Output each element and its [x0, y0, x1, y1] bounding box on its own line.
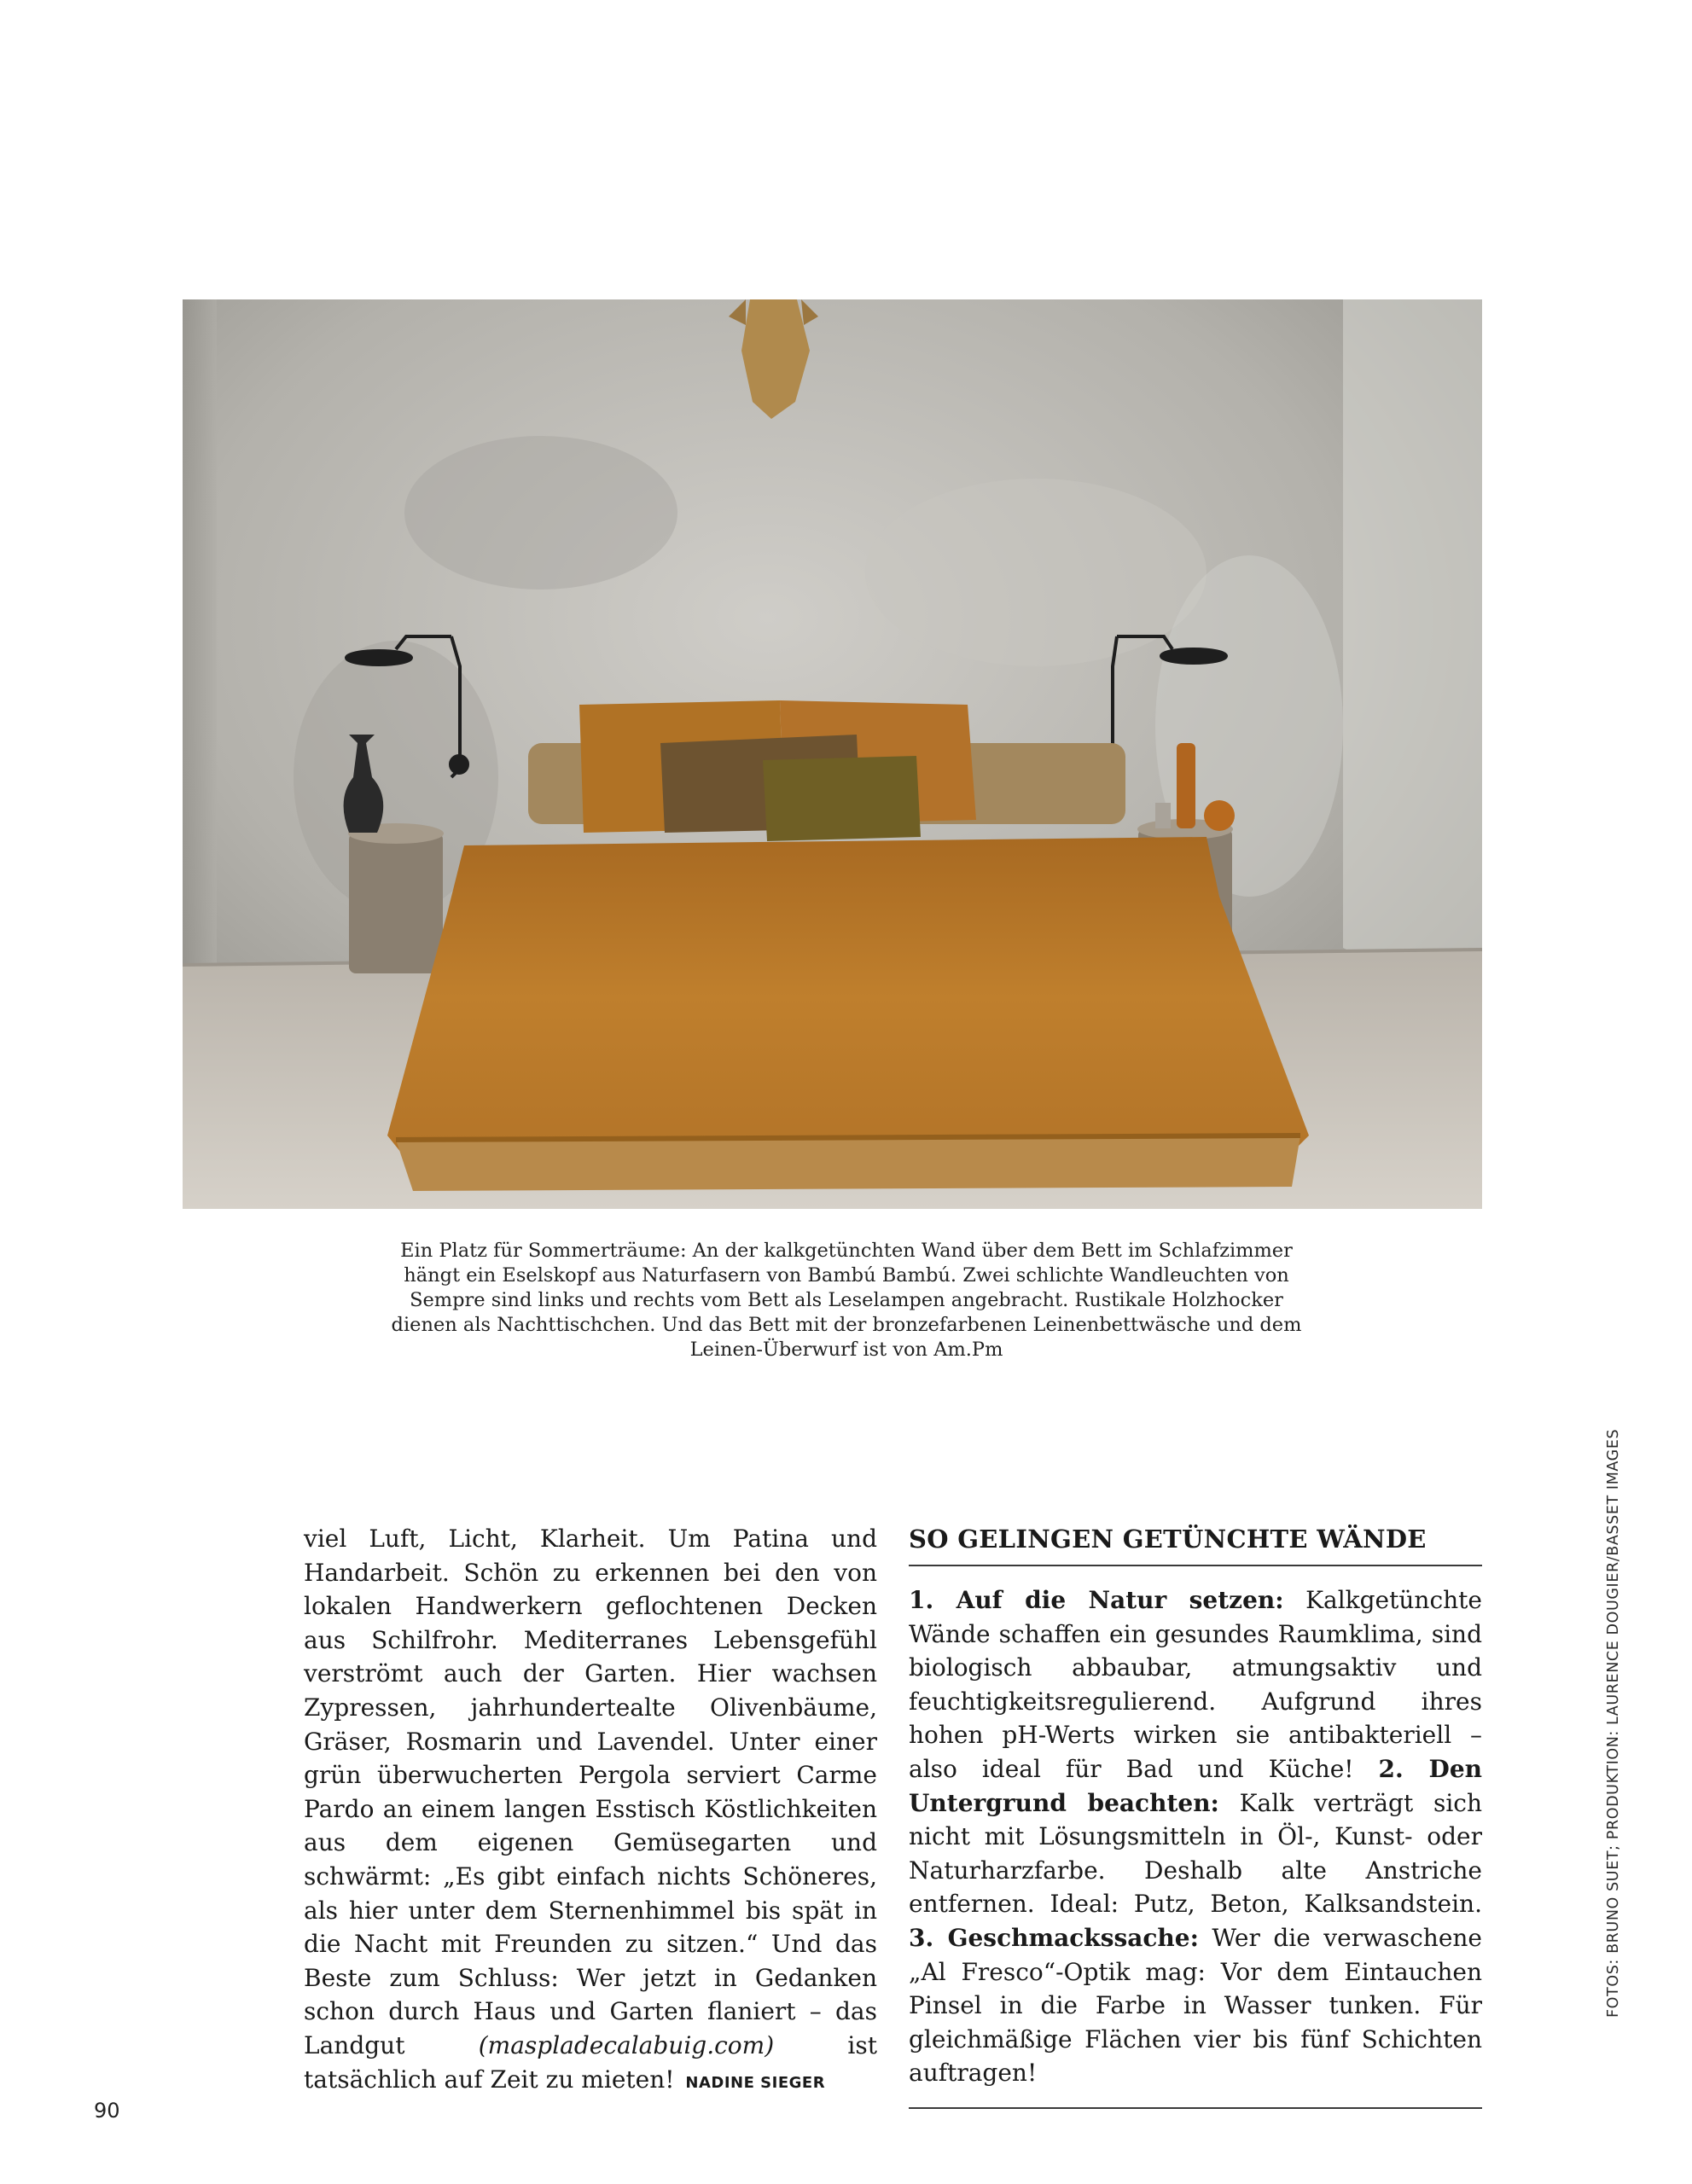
- tip1-heading: 1. Auf die Natur setzen:: [909, 1586, 1284, 1614]
- tip1-text: Kalkgetünchte Wände schaffen ein gesundes Raumklima, sind biologisch abbaubar, atmungsaktiv und feuchtigkeitsregulierend. Aufgrund ihres hohen pH-Werts wirken sie antibakteriell – also ideal für Bad und Küche!: [909, 1586, 1482, 1783]
- tip3-text: Wer die verwaschene „Al Fresco“-Optik mag: Vor dem Eintauchen Pinsel in die Farbe in Wasser tunken. Für gleichmäßige Flächen vier bis fünf Schichten auftragen!: [909, 1923, 1482, 2088]
- photo-caption: Ein Platz für Sommerträume: An der kalkgetünchten Wand über dem Bett im Schlafzimmer hängt ein Eselskopf aus Naturfasern von Bambú Bambú. Zwei schlichte Wandleuchten von Sempre sind links und rechts vom Bett als Leselampen angebracht. Rustikale Holzhocker dienen als Nachttischchen. Und das Bett mit der bronzefarbenen Leinenbettwäsche und dem Leinen-Überwurf ist von Am.Pm: [391, 1240, 1302, 1361]
- bedroom-illustration: [183, 299, 1482, 1209]
- tip3-heading: 3. Geschmackssache:: [909, 1923, 1199, 1952]
- article-text-part1: viel Luft, Licht, Klarheit. Um Patina und Handarbeit. Schön zu erkennen bei den von lokalen Handwerkern geflochtenen Decken aus Schilfrohr. Mediterranes Lebensgefühl verströmt auch der Garten. Hier wachsen Zypressen, jahrhundertealte Olivenbäume, Gräser, Rosmarin und Lavendel. Unter einer grün überwucherten Pergola serviert Carme Pardo an einem langen Esstisch Köstlichkeiten aus dem eigenen Gemüsegarten und schwärmt: „Es gibt einfach nichts Schöneres, als hier unter dem Sternenhimmel bis spät in die Nacht mit Freunden zu sitzen.“ Und das Beste zum Schluss: Wer jetzt in Gedanken schon durch Haus und Garten flaniert – das Landgut: [304, 1525, 877, 2059]
- bed-throw: [387, 837, 1309, 1157]
- article-text: [304, 1522, 877, 2100]
- tips-box-title: SO GELINGEN GETÜNCHTE WÄNDE: [909, 1522, 1482, 1566]
- tip2-text: Kalk verträgt sich nicht mit Lösungsmitteln in Öl-, Kunst- oder Naturharzfarbe. Deshalb alte Anstriche entfernen. Ideal: Putz, Beton, Kalksandstein.: [909, 1788, 1482, 1919]
- bed-linen: [396, 1136, 1300, 1191]
- article-url: (maspladecalabuig.com): [478, 2030, 775, 2059]
- page-number: 90: [94, 2099, 120, 2123]
- bottle-right: [1177, 743, 1195, 828]
- author-name: NADINE SIEGER: [685, 2073, 826, 2092]
- article-text-part2: ist tatsächlich auf Zeit zu mieten!: [304, 2030, 877, 2094]
- tip2-heading: 2. Den Untergrund beachten:: [909, 1754, 1482, 1817]
- tips-box-text: [909, 1583, 1482, 2109]
- bedroom-photo: [183, 299, 1482, 1209]
- pillow-olive: [763, 756, 921, 841]
- stool-left: [349, 833, 443, 973]
- tips-box: [909, 1522, 1482, 2109]
- photo-credit: FOTOS: BRUNO SUET; PRODUKTION: LAURENCE DOUGIER/BASSET IMAGES: [1605, 1428, 1622, 2018]
